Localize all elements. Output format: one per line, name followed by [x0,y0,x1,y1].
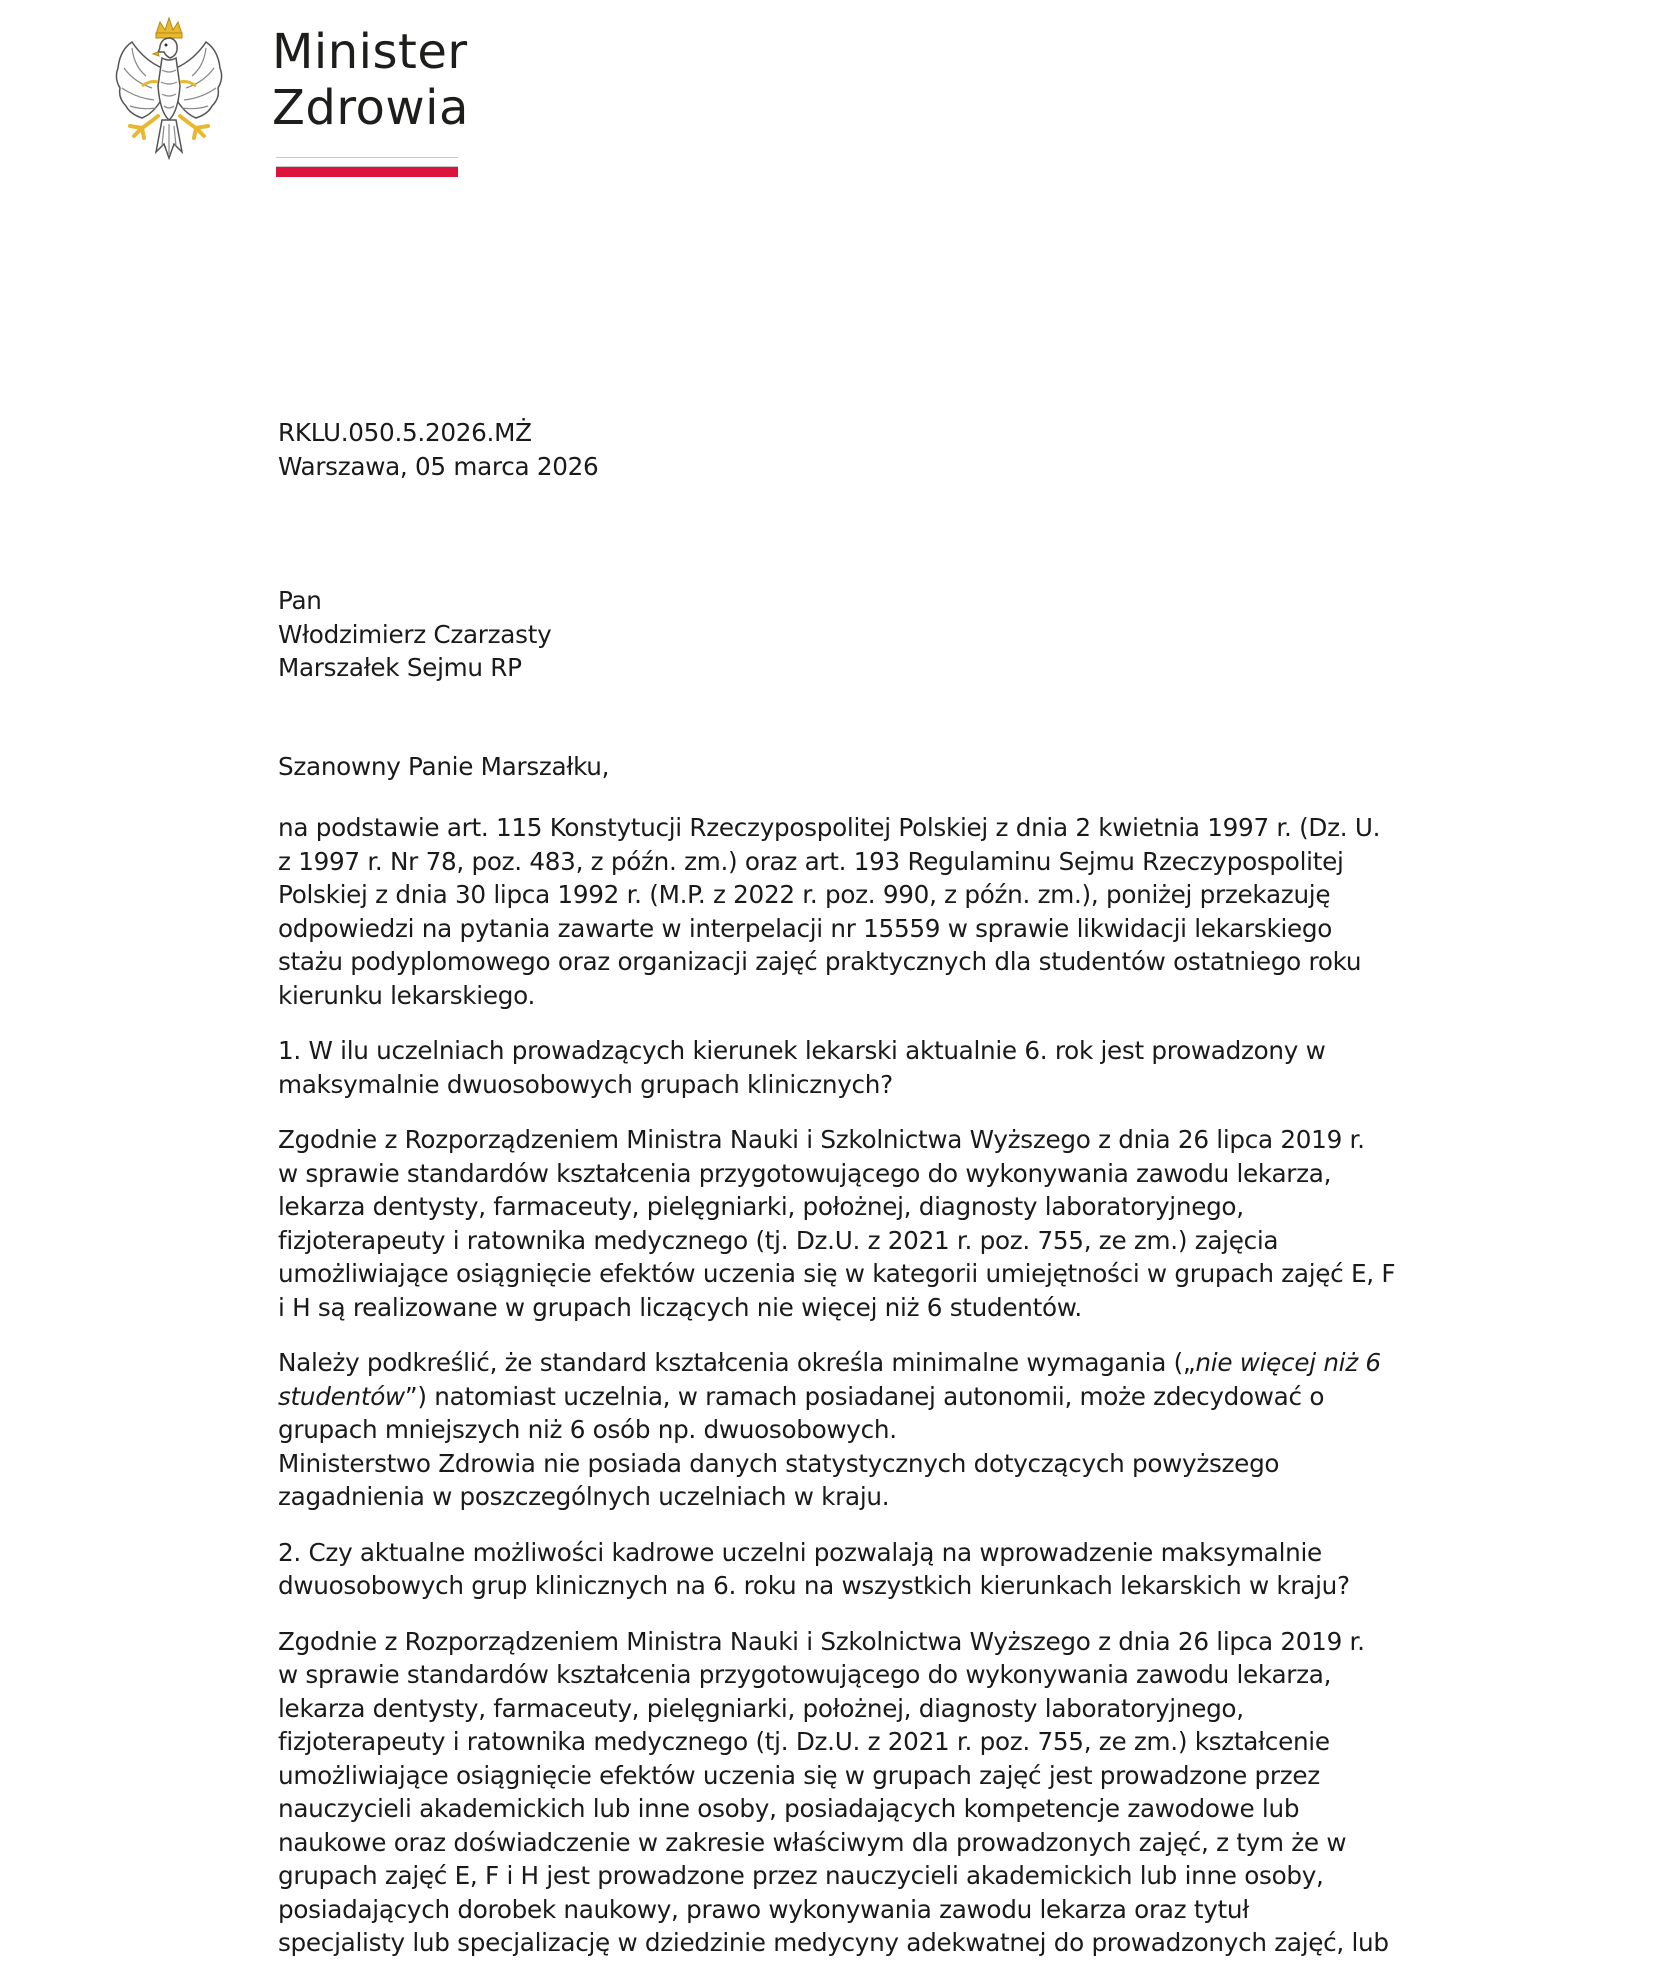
text-line: na podstawie art. 115 Konstytucji Rzeczypospolitej Polskiej z dnia 2 kwietnia 1997 r. (Dz. U. [278,813,1381,842]
text-segment: Należy podkreślić, że standard kształcenia określa minimalne wymagania („ [278,1348,1196,1377]
text-line: 1. W ilu uczelniach prowadzących kierunek lekarski aktualnie 6. rok jest prowadzony w [278,1036,1326,1065]
text-line: specjalisty lub specjalizację w dziedzinie medycyny adekwatnej do prowadzonych zajęć, lub [278,1928,1389,1957]
text-line: kierunku lekarskiego. [278,980,535,1010]
flag-white-stripe [276,157,458,167]
text-line: maksymalnie dwuosobowych grupach klinicznych? [278,1069,893,1099]
text-line: naukowe oraz doświadczenie w zakresie właściwym dla prowadzonych zajęć, z tym że w [278,1827,1347,1857]
text-line [278,1380,1398,1414]
text-line [278,1346,1398,1380]
question-2 [278,1536,1413,1603]
letter-body [278,416,1413,1960]
italic-quote: studentów [278,1381,405,1411]
ministry-logo-text [272,24,482,136]
answer-1 [278,1123,1413,1324]
salutation [278,750,1413,784]
flag-red-stripe [276,167,458,177]
addressee-position: Marszałek Sejmu RP [278,653,522,682]
text-line: grupach zajęć E, F i H jest prowadzone przez nauczycieli akademickich lub inne osoby, [278,1861,1324,1890]
text-line: nauczycieli akademickich lub inne osoby, posiadających kompetencje zawodowe lub [278,1794,1300,1823]
text-line: posiadających dorobek naukowy, prawo wykonywania zawodu lekarza oraz tytuł [278,1894,1249,1924]
text-line: Polskiej z dnia 30 lipca 1992 r. (M.P. z 2022 r. poz. 990, z późn. zm.), poniżej przekazuję [278,880,1331,909]
text-line: umożliwiające osiągnięcie efektów uczenia się w kategorii umiejętności w grupach zajęć E, F [278,1259,1396,1288]
place-date: Warszawa, 05 marca 2026 [278,451,599,481]
logo-line-zdrowia: Zdrowia [272,80,469,136]
question-1 [278,1034,1413,1101]
text-line: Ministerstwo Zdrowia nie posiada danych statystycznych dotyczących powyższego [278,1448,1280,1478]
italic-quote: nie więcej niż 6 [1195,1348,1381,1377]
answer-2 [278,1625,1413,1960]
text-line: odpowiedzi na pytania zawarte w interpelacji nr 15559 w sprawie likwidacji lekarskiego [278,913,1333,943]
text-line: i H są realizowane w grupach liczących nie więcej niż 6 studentów. [278,1292,1082,1322]
text-line: Zgodnie z Rozporządzeniem Ministra Nauki i Szkolnictwa Wyższego z dnia 26 lipca 2019 r. [278,1125,1365,1154]
salutation-text: Szanowny Panie Marszałku, [278,751,610,781]
text-line: 2. Czy aktualne możliwości kadrowe uczelni pozwalają na wprowadzenie maksymalnie [278,1537,1322,1567]
text-line: w sprawie standardów kształcenia przygotowującego do wykonywania zawodu lekarza, [278,1158,1332,1188]
text-line: zagadnienia w poszczególnych uczelniach w kraju. [278,1482,890,1511]
text-line: fizjoterapeuty i ratownika medycznego (tj. Dz.U. z 2021 r. poz. 755, ze zm.) kształcenie [278,1727,1330,1756]
letter-meta [278,416,1413,483]
answer-1-continued [278,1346,1413,1514]
reference-number: RKLU.050.5.2026.MŻ [278,418,532,447]
addressee-name: Włodzimierz Czarzasty [278,619,552,649]
text-line: stażu podyplomowego oraz organizacji zajęć praktycznych dla studentów ostatniego roku [278,947,1362,976]
text-line: umożliwiające osiągnięcie efektów uczenia się w grupach zajęć jest prowadzone przez [278,1760,1320,1790]
polish-flag-bar [276,157,458,177]
text-segment: ”) natomiast uczelnia, w ramach posiadanej autonomii, może zdecydować o [404,1381,1325,1411]
text-line: grupach mniejszych niż 6 osób np. dwuosobowych. [278,1415,897,1444]
addressee-title: Pan [278,586,322,615]
text-line: lekarza dentysty, farmaceuty, pielęgniarki, położnej, diagnosty laboratoryjnego, [278,1693,1244,1723]
intro-paragraph [278,811,1413,1012]
logo-line-minister: Minister [272,24,468,80]
text-line: w sprawie standardów kształcenia przygotowującego do wykonywania zawodu lekarza, [278,1660,1332,1689]
text-line: lekarza dentysty, farmaceuty, pielęgniarki, położnej, diagnosty laboratoryjnego, [278,1192,1244,1221]
text-line: z 1997 r. Nr 78, poz. 483, z późn. zm.) oraz art. 193 Regulaminu Sejmu Rzeczypospolitej [278,846,1344,876]
polish-eagle-emblem-icon [108,16,230,178]
addressee-block [278,584,1413,685]
text-line: dwuosobowych grup klinicznych na 6. roku na wszystkich kierunkach lekarskich w kraju? [278,1571,1350,1600]
text-line: Zgodnie z Rozporządzeniem Ministra Nauki i Szkolnictwa Wyższego z dnia 26 lipca 2019 r. [278,1626,1365,1656]
text-line: fizjoterapeuty i ratownika medycznego (tj. Dz.U. z 2021 r. poz. 755, ze zm.) zajęcia [278,1225,1279,1255]
